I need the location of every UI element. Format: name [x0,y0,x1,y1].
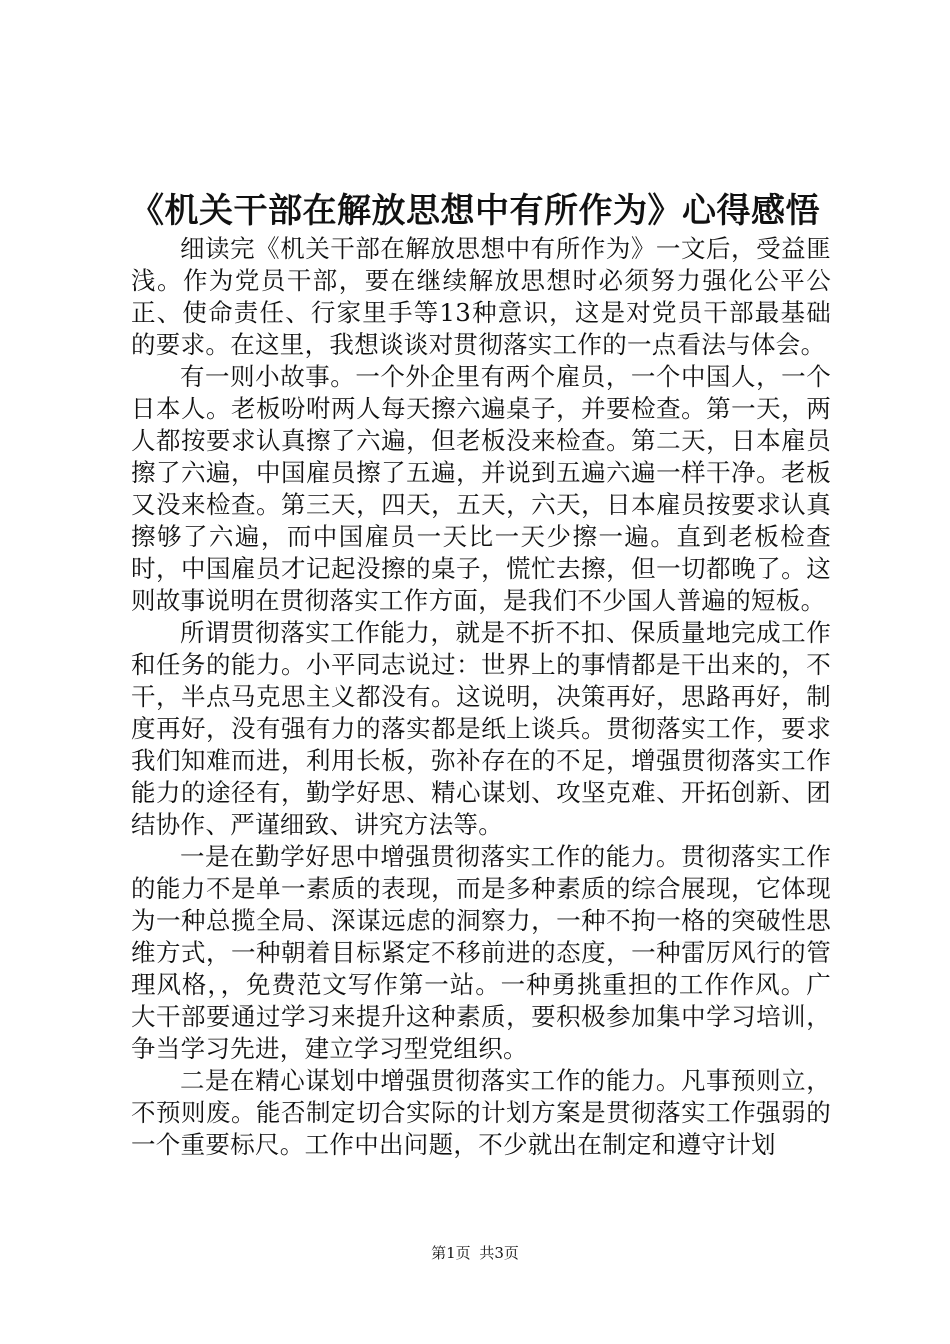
paragraph: 细读完《机关干部在解放思想中有所作为》一文后，受益匪浅。作为党员干部，要在继续解放思想时必须努力强化公平公正、使命责任、行家里手等13种意识，这是对党员干部最基础的要求。在这里，我想谈谈对贯彻落实工作的一点看法与体会。 [131,234,831,359]
page-footer [0,1243,950,1263]
paragraph: 所谓贯彻落实工作能力，就是不折不扣、保质量地完成工作和任务的能力。小平同志说过：世界上的事情都是干出来的，不干，半点马克思主义都没有。这说明，决策再好，思路再好，制度再好，没有强有力的落实都是纸上谈兵。贯彻落实工作，要求我们知难而进，利用长板，弥补存在的不足，增强贯彻落实工作能力的途径有，勤学好思、精心谋划、攻坚克难、开拓创新、团结协作、严谨细致、讲究方法等。 [131,618,831,839]
paragraph: 有一则小故事。一个外企里有两个雇员，一个中国人，一个日本人。老板吩咐两人每天擦六遍桌子，并要检查。第一天，两人都按要求认真擦了六遍，但老板没来检查。第二天，日本雇员擦了六遍，中国雇员擦了五遍，并说到五遍六遍一样干净。老板又没来检查。第三天，四天，五天，六天，日本雇员按要求认真擦够了六遍，而中国雇员一天比一天少擦一遍。直到老板检查时，中国雇员才记起没擦的桌子，慌忙去擦，但一切都晚了。这则故事说明在贯彻落实工作方面，是我们不少国人普遍的短板。 [131,362,831,615]
document-title: 《机关干部在解放思想中有所作为》心得感悟 [130,191,820,231]
page-number: 第1页 [431,1244,471,1262]
page-total: 共3页 [479,1244,519,1262]
document-body [131,233,831,1161]
paragraph: 一是在勤学好思中增强贯彻落实工作的能力。贯彻落实工作的能力不是单一素质的表现，而是多种素质的综合展现，它体现为一种总揽全局、深谋远虑的洞察力，一种不拘一格的突破性思维方式，一种朝着目标紧定不移前进的态度，一种雷厉风行的管理风格，，免费范文写作第一站。一种勇挑重担的工作作风。广大干部要通过学习来提升这种素质，要积极参加集中学习培训，争当学习先进，建立学习型党组织。 [131,842,831,1063]
paragraph: 二是在精心谋划中增强贯彻落实工作的能力。凡事预则立，不预则废。能否制定切合实际的计划方案是贯彻落实工作强弱的一个重要标尺。工作中出问题，不少就出在制定和遵守计划 [131,1066,831,1159]
